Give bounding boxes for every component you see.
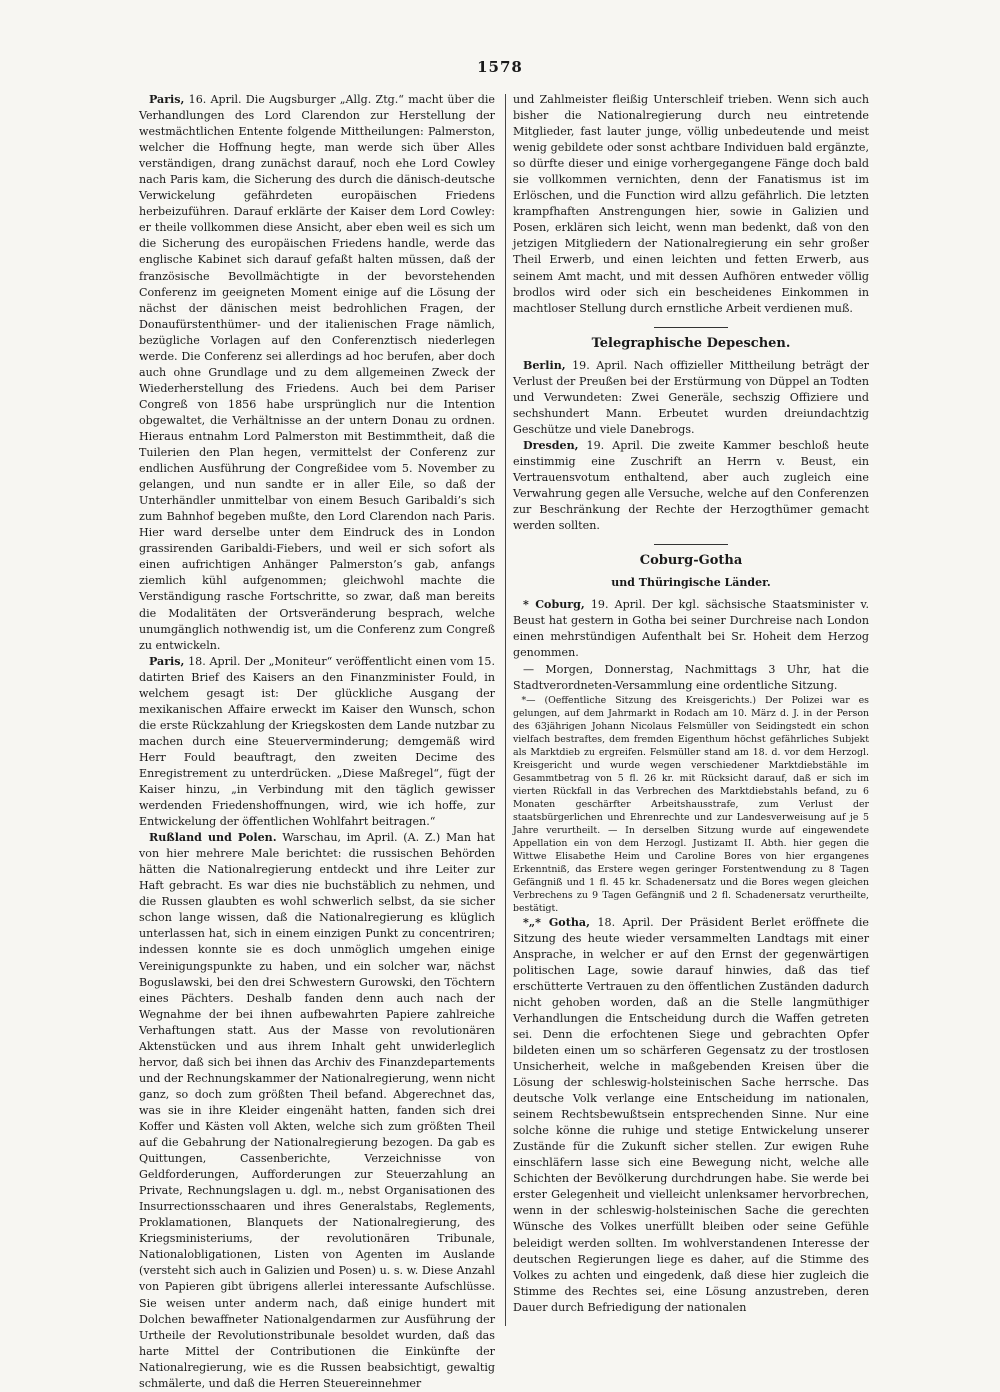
article-continuation: und Zahlmeister fleißig Unterschleif trieben. Wenn sich auch bisher die Nationalregierung durch neu eintretende Mitglieder, fast lauter junge, völlig unbedeutende und meist wenig gebildete oder sonst achtbare Individuen bald ergänzte, so dürfte dieser und einige vorhergegangene Fänge doch bald sie vollkommen vernichten, denn der Fanatismus ist im Erlöschen, und die Function wird allzu gefährlich. Die letzten krampfhaften Anstrengungen hier, sowie in Galizien und Posen, erklären sich leicht, wenn man bedenkt, daß von den jetzigen Mitgliedern der Nationalregierung ein sehr großer Theil Erwerb, und einen leichten und fetten Erwerb, aus seinem Amt macht, und mit dessen Aufhören entweder völlig brodlos wird oder sich ein bescheidenes Einkommen in machtloser Stellung durch ernstliche Arbeit verdienen muß. [513, 93, 869, 315]
article-gotha [513, 915, 869, 1316]
article-text: 19. April. Der kgl. sächsische Staatsminister v. Beust hat gestern in Gotha bei seiner Durchreise nach London einen mehrstündigen Aufenthalt bei Sr. Hoheit dem Herzog genommen. [513, 598, 870, 660]
column-divider [505, 94, 506, 1326]
page-number: 1578 [477, 58, 523, 76]
article-text: 19. April. Nach offizieller Mittheilung beträgt der Verlust der Preußen bei der Erstürmung von Düppel an Todten und Verwundeten: Zwei Generäle, sechszig Offiziere und sechshundert Mann. Erbeutet wurden dreiundachtzig Geschütze und viele Danebrogs. [513, 358, 869, 436]
article-paris-18 [139, 654, 495, 831]
article-text: 19. April. Die zweite Kammer beschloß heute einstimmig eine Zuschrift an Herrn v. Beust, ein Vertrauensvotum enthaltend, aber auch zugleich eine Verwahrung gegen alle Versuche, welche auf den Conferenzen zur Beschränkung der Rechte der Herzogthümer gemacht werden sollten. [513, 438, 869, 533]
article-morgen: — Morgen, Donnerstag, Nachmittags 3 Uhr, hat die Stadtverordneten-Versammlung eine ordentliche Sitzung. [513, 662, 869, 692]
section-separator [654, 327, 728, 328]
dateline: *„* Gotha, [522, 915, 590, 929]
article-coburg [513, 597, 869, 661]
article-paris-16 [139, 92, 495, 654]
article-text: Warschau, im April. (A. Z.) Man hat von hier mehrere Male berichtet: die russischen Behörden hätten die Nationalregierung entdeckt und ihre Leiter zur Haft gebracht. Es war dies nie buchstäblich zu nehmen, und die Russen glaubten es wohl schwerlich selbst, da sie sicher schon lange wissen, daß die Nationalregierung es klüglich unterlassen hat, sich in einem einzigen Punkt zu concentriren; indessen konnte sie es doch unmöglich umgehen einige Vereinigungspunkte zu haben, und ein solcher war, nächst Boguslawski, bei den drei Schwestern Gurowski, den Töchtern eines Pächters. Deshalb fanden denn auch nach der Wegnahme der bei ihnen aufbewahrten Papiere zahlreiche Verhaftungen statt. Aus der Masse von revolutionären Aktenstücken und aus ihrem Inhalt geht unwiderleglich hervor, daß sich bei ihnen das Archiv des Finanzdepartements und der Rechnungskammer der Nationalregierung, wenn nicht ganz, so doch zum größten Theil befand. Abgerechnet das, was sie in ihre Kleider eingenäht hatten, fanden sich drei Koffer und Kästen voll Akten, welche sich zum größten Theil auf die Gebahrung der Nationalregierung bezogen. Da gab es Quittungen, Cassenberichte, Verzeichnisse von Geldforderungen, Aufforderungen zur Steuerzahlung an Private, Rechnungslagen u. dgl. m., nebst Organisationen des Insurrectionsschaaren und ihres Generalstabs, Reglements, Proklamationen, Blanquets der Nationalregierung, des Kriegsministeriums, der revolutionären Tribunale, Nationalobligationen, Listen von Agenten im Auslande (versteht sich auch in Galizien und Posen) u. s. w. Diese Anzahl von Papieren gibt übrigens allerlei interessante Aufschlüsse. Sie weisen unter anderm nach, daß einige hundert mit Dolchen bewaffneter Nationalgendarmen zur Ausführung der Urtheile der Revolutionstribunale besoldet wurden, daß das harte Mittel der Contributionen die Einkünfte der Nationalregierung, wie es die Russen beabsichtigt, gewaltig schmälerte, und daß die Herren Steuereinnehmer [139, 831, 496, 1390]
dateline: Rußland und Polen. [148, 831, 277, 845]
article-text: 16. April. Die Augsburger „Allg. Ztg.“ macht über die Verhandlungen des Lord Clarendon zur Herstellung der westmächtlichen Entente folgende Mittheilungen: Palmerston, welcher die Hoffnung hegte, man werde sich über Alles verständigen, drang zunächst darauf, noch ehe Lord Cowley nach Paris kam, die Sicherung des durch die dänisch-deutsche Verwickelung gefährdeten europäischen Friedens herbeizuführen. Darauf erklärte der Kaiser dem Lord Cowley: er theile vollkommen diese Ansicht, aber eben weil es sich um die Sicherung des europäischen Friedens handle, werde das englische Kabinet sich darauf gefaßt halten müssen, daß der französische Bevollmächtigte in der bevorstehenden Conferenz im geeigneten Moment einige auf die Lösung der nächst der dänischen meist bedrohlichen Fragen, der Donaufürstenthümer- und der italienischen Frage nämlich, bezügliche Vorlagen auf den Conferenztisch niederlegen werde. Die Conferenz sei allerdings ad hoc berufen, aber doch auch ohne Grundlage und zu dem allgemeinen Zweck der Wiederherstellung des Friedens. Auch bei dem Pariser Congreß von 1856 habe ursprünglich nur die Intention obgewaltet, die Verhältnisse an der untern Donau zu ordnen. Hieraus entnahm Lord Palmerston mit Bestimmtheit, daß die Tuilerien den Plan hegen, vermittelst der Conferenz zur endlichen Ausführung der Congreßidee vom 5. November zu gelangen, und nun sandte er in aller Eile, so daß der Unterhändler unmittelbar von einem Besuch Garibaldi’s sich zum Bahnhof begeben mußte, den Lord Clarendon nach Paris. Hier ward derselbe unter dem Eindruck des in London grassirenden Garibaldi-Fiebers, und weil er sich sofort als einen aufrichtigen Anhänger Palmerston’s gab, anfangs ziemlich kühl aufgenommen; gleichwohl machte die Verständigung rasche Fortschritte, so zwar, daß man bereits die Modalitäten der Ortsveränderung besprach, welche unumgänglich nothwendig ist, um die Conferenz zum Congreß zu entwickeln. [139, 93, 495, 652]
article-text: 18. April. Der „Moniteur“ veröffentlicht einen vom 15. datirten Brief des Kaisers an den Finanzminister Fould, in welchem gesagt ist: Der glückliche Ausgang der mexikanischen Affaire erweckt im Kaiser den Wunsch, schon die erste Rückzahlung der Kriegskosten dem Lande nutzbar zu machen durch eine Steuerverminderung; demgemäß wird Herr Fould beauftragt, den zweiten Decime des Enregistrement zu unterdrücken. „Diese Maßregel“, fügt der Kaiser hinzu, „in Verbindung mit den täglich gewisser werdenden Friedenshoffnungen, wird, wie ich hoffe, zur Entwickelung der öffentlichen Wohlfahrt beitragen.“ [139, 654, 495, 829]
dateline: Paris, [148, 654, 185, 668]
section-subheading: und Thüringische Länder. [611, 576, 771, 590]
dateline: Berlin, [522, 358, 566, 372]
article-text: 18. April. Der Präsident Berlet eröffnete die Sitzung des heute wieder versammelten Landtags mit einer Ansprache, in welcher er auf den Ernst der gegenwärtigen politischen Lage, sowie darauf hinwies, daß das tief erschütterte Vertrauen zu den öffentlichen Zuständen dadurch nicht gehoben worden, daß an die Stelle langmüthiger Verhandlungen die Entscheidung durch die Waffen getreten sei. Denn die erfochtenen Siege und gebrachten Opfer bildeten einen um so schärferen Gegensatz zu der trostlosen Unsicherheit, welche in maßgebenden Kreisen über die Lösung der schleswig-holsteinischen Sache herrsche. Das deutsche Volk verlange eine Entscheidung im nationalen, seinem Rechtsbewußtsein entsprechenden Sinne. Nur eine solche könne die ruhige und stetige Entwickelung unserer Zustände für die Zukunft sicher stellen. Zur ewigen Ruhe einschläfern lasse sich eine Bewegung nicht, welche alle Schichten der Bevölkerung durchdrungen habe. Sie werde bei erster Gelegenheit und vielleicht unlenksamer hervorbrechen, wenn in der schleswig-holsteinischen Sache die gerechten Wünsche des Volkes unerfüllt bleiben oder seine Gefühle beleidigt werden sollten. Im wohlverstandenen Interesse der deutschen Regierungen liege es daher, auf die Stimme des Volkes zu achten und eingedenk, daß diese hier zugleich die Stimme des Rechtes sei, eine Lösung anzustreben, deren Dauer durch Befriedigung der nationalen [513, 915, 869, 1314]
left-column [139, 92, 495, 1392]
dateline: Paris, [148, 93, 185, 106]
right-column [513, 92, 869, 1316]
section-heading-coburg: Coburg-Gotha [639, 553, 743, 569]
article-kreisgericht: *— (Oeffentliche Sitzung des Kreisgerichts.) Der Polizei war es gelungen, auf dem Jahrmarkt in Rodach am 10. März d. J. in der Person des 63jährigen Johann Nicolaus Felsmüller von Seidingstedt ein schon vielfach bestraftes, dem fremden Eigenthum höchst gefährliches Subjekt als Marktdieb zu ergreifen. Felsmüller stand am 18. d. vor dem Herzogl. Kreisgericht und wurde wegen verschiedener Marktdiebstähle im Gesammtbetrag von 5 fl. 26 kr. mit Rücksicht darauf, daß er sich im vierten Rückfall in das Verbrechen des Marktdiebstahls befand, zu 6 Monaten geschärfter Arbeitshausstrafe, zum Verlust der staatsbürgerlichen und Ehrenrechte und zur Landesverweisung auf je 5 Jahre verurtheilt. — In derselben Sitzung wurde auf eingewendete Appellation ein von dem Herzogl. Justizamt II. Abth. hier gegen die Wittwe Elisabethe Heim und Caroline Bores von hier ergangenes Erkenntniß, das Erstere wegen geringer Forstentwendung zu 8 Tagen Gefängniß und 1 fl. 45 kr. Schadenersatz und die Bores wegen gleichen Verbrechens zu 9 Tagen Gefängniß und 2 fl. Schadenersatz verurtheilte, bestätigt. [513, 694, 869, 914]
article-dresden [513, 438, 869, 534]
dateline: * Coburg, [522, 598, 585, 612]
section-heading-telegraph: Telegraphische Depeschen. [591, 335, 791, 351]
section-separator [654, 544, 728, 545]
article-berlin [513, 358, 869, 438]
article-russland [139, 830, 495, 1392]
dateline: Dresden, [522, 438, 579, 452]
